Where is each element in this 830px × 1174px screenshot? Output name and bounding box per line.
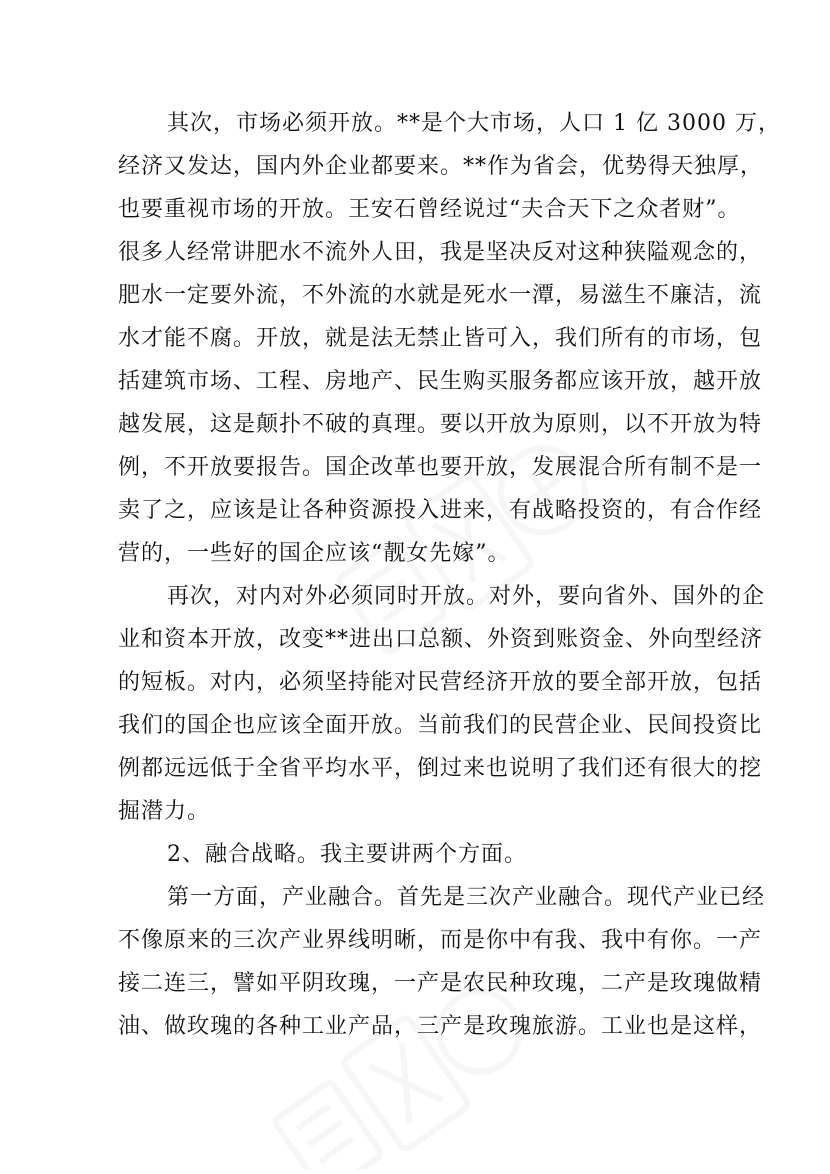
text-line: 肥水一定要外流，不外流的水就是死水一潭，易滋生不廉洁，流 — [118, 283, 763, 308]
text-line: 油、做玫瑰的各种工业产品，三产是玫瑰旅游。工业也是这样， — [118, 1014, 763, 1039]
text-line: 业和资本开放，改变**进出口总额、外资到账资金、外向型经济 — [118, 627, 764, 652]
text-line: 很多人经常讲肥水不流外人田，我是坚决反对这种狭隘观念的， — [118, 240, 763, 265]
document-body — [118, 102, 781, 1048]
text-line: 例都远远低于全省平均水平，倒过来也说明了我们还有很大的挖 — [118, 756, 763, 781]
text-line: 第一方面，产业融合。首先是三次产业融合。现代产业已经 — [167, 885, 766, 910]
text-line: 越发展，这是颠扑不破的真理。要以开放为原则，以不开放为特 — [118, 412, 763, 437]
text-line: 例，不开放要报告。国企改革也要开放，发展混合所有制不是一 — [118, 455, 763, 480]
text-line: 营的，一些好的国企应该“靓女先嫁”。 — [118, 541, 511, 566]
text-line: 掘潜力。 — [118, 799, 211, 824]
text-line: 括建筑市场、工程、房地产、民生购买服务都应该开放，越开放 — [118, 369, 763, 394]
text-line: 不像原来的三次产业界线明晰，而是你中有我、我中有你。一产 — [118, 928, 763, 953]
text-line: 接二连三，譬如平阴玫瑰，一产是农民种玫瑰，二产是玫瑰做精 — [118, 971, 763, 996]
text-line: 卖了之，应该是让各种资源投入进来，有战略投资的，有合作经 — [118, 498, 763, 523]
text-line: 的短板。对内，必须坚持能对民营经济开放的要全部开放，包括 — [118, 670, 763, 695]
text-line: 经济又发达，国内外企业都要来。**作为省会，优势得天独厚， — [118, 154, 764, 179]
text-line: 水才能不腐。开放，就是法无禁止皆可入，我们所有的市场，包 — [118, 326, 763, 351]
text-line: 也要重视市场的开放。王安石曾经说过“夫合天下之众者财”。 — [118, 197, 741, 222]
text-line: 我们的国企也应该全面开放。当前我们的民营企业、民间投资比 — [118, 713, 763, 738]
text-line: 其次，市场必须开放。**是个大市场，人口 1 亿 3000 万， — [167, 111, 781, 136]
text-line: 2、融合战略。我主要讲两个方面。 — [167, 842, 527, 867]
text-line: 再次，对内对外必须同时开放。对外，要向省外、国外的企 — [167, 584, 766, 609]
